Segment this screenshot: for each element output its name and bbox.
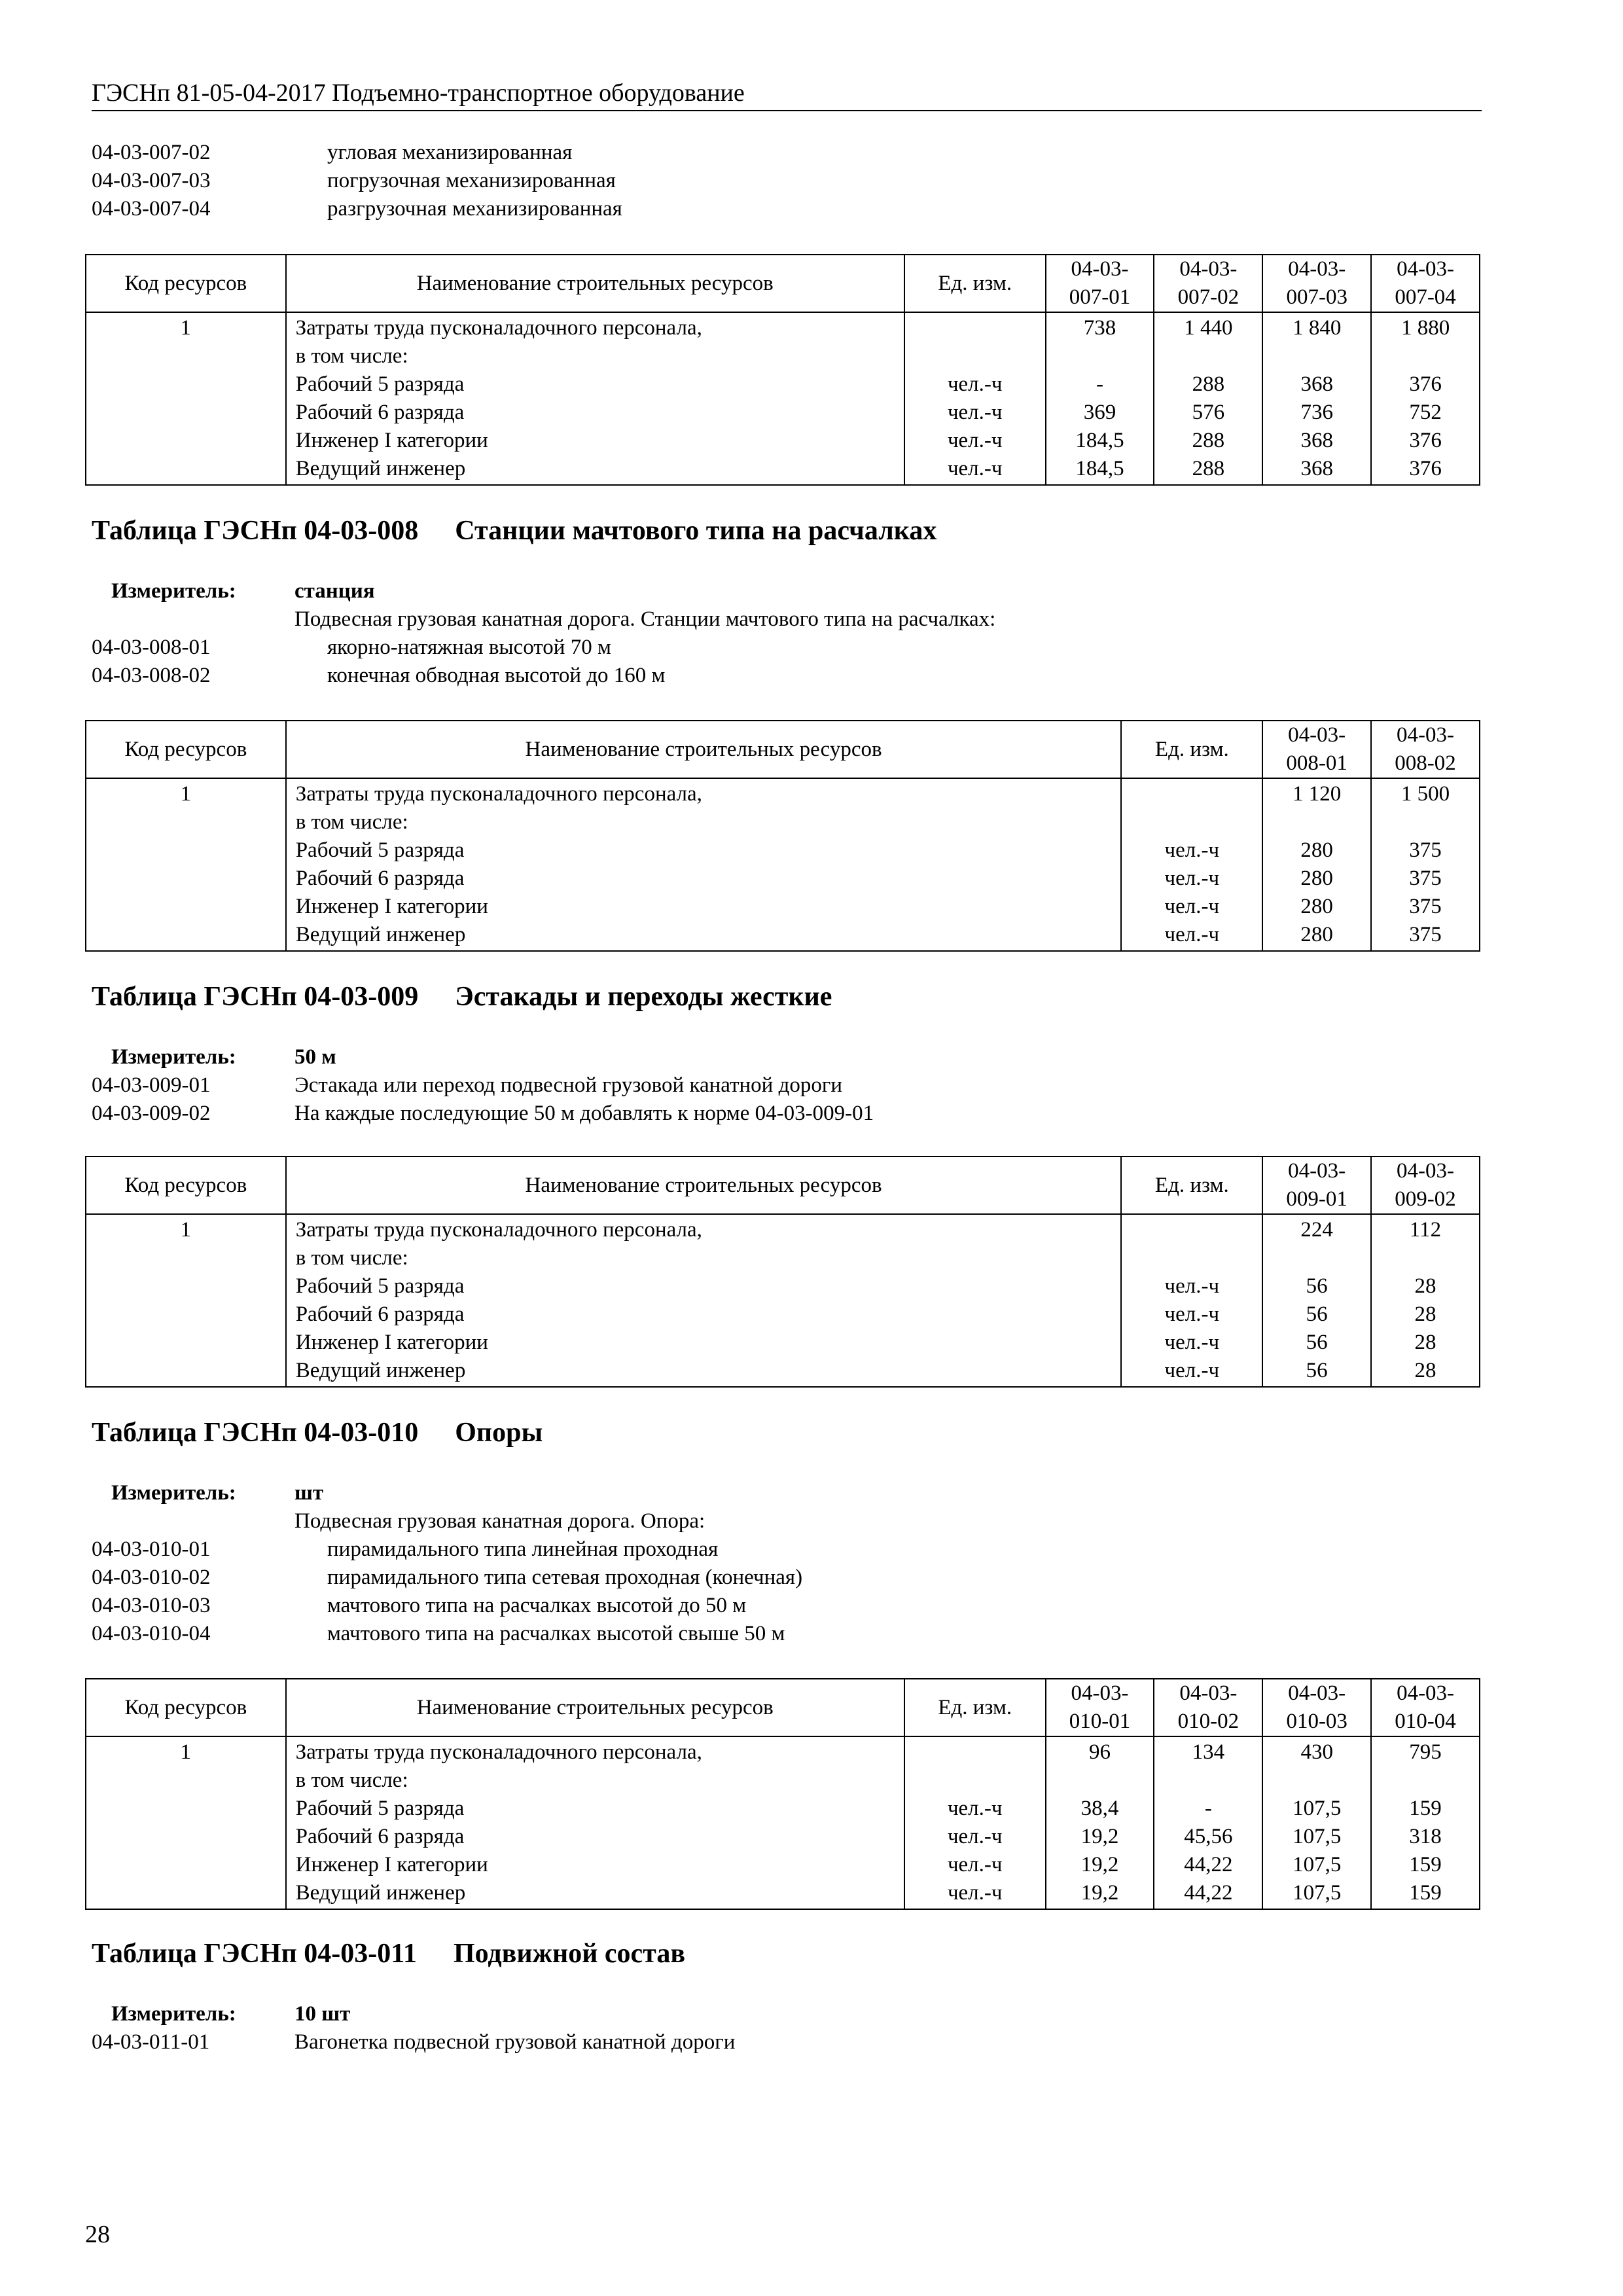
norm-value: 280 bbox=[1300, 923, 1333, 946]
table-header-row bbox=[86, 255, 1480, 312]
norm-value-cell bbox=[1154, 312, 1262, 485]
table-title-011 bbox=[92, 1936, 685, 1971]
table-name: Опоры bbox=[455, 1418, 543, 1448]
table-row bbox=[86, 778, 1480, 951]
code-row bbox=[92, 634, 995, 662]
norm-value: 184,5 bbox=[1075, 457, 1124, 480]
unit-empty bbox=[1131, 1244, 1253, 1272]
norm-value: 1 880 bbox=[1400, 316, 1450, 340]
norm-value: 28 bbox=[1414, 1331, 1436, 1354]
norm-code-part: 007-02 bbox=[1177, 285, 1240, 309]
unit-cell bbox=[904, 312, 1046, 485]
norm-value bbox=[1381, 342, 1470, 370]
col-header-code: Код ресурсов bbox=[86, 721, 286, 778]
norm-value: 56 bbox=[1306, 1359, 1328, 1382]
code: 04-03-010-04 bbox=[92, 1622, 211, 1645]
norm-value: 368 bbox=[1300, 457, 1333, 480]
norm-value-cell bbox=[1371, 1214, 1480, 1387]
norm-value bbox=[1164, 1767, 1253, 1795]
norm-code-part: 007-04 bbox=[1395, 285, 1456, 309]
unit: чел.-ч bbox=[947, 1881, 1003, 1905]
norm-code-part: 010-03 bbox=[1286, 1710, 1347, 1733]
norm-value: 107,5 bbox=[1293, 1797, 1342, 1820]
norm-code-part: 04-03- bbox=[1071, 257, 1129, 281]
code: 04-03-010-02 bbox=[92, 1566, 211, 1589]
norm-value: 368 bbox=[1300, 372, 1333, 396]
norm-value: 44,22 bbox=[1184, 1881, 1233, 1905]
code-list-011 bbox=[92, 2000, 735, 2056]
norm-value-cell bbox=[1262, 1214, 1371, 1387]
resource-name: Рабочий 6 разряда bbox=[295, 867, 465, 890]
norm-code-part: 04-03- bbox=[1288, 1681, 1346, 1705]
table-row bbox=[86, 1214, 1480, 1387]
resource-name-cell bbox=[286, 1736, 904, 1909]
norm-value: 369 bbox=[1083, 401, 1116, 424]
norm-value bbox=[1164, 342, 1253, 370]
norm-value: 280 bbox=[1300, 838, 1333, 862]
resource-code-cell bbox=[86, 312, 286, 485]
norm-value: 56 bbox=[1306, 1331, 1328, 1354]
code-row bbox=[92, 167, 622, 195]
col-header-norm bbox=[1262, 255, 1371, 312]
unit: чел.-ч bbox=[947, 372, 1003, 396]
norm-value: 56 bbox=[1306, 1274, 1328, 1298]
table-title-010 bbox=[92, 1415, 543, 1450]
code: 04-03-008-02 bbox=[92, 664, 211, 687]
norm-value: 159 bbox=[1409, 1853, 1442, 1876]
norm-value: 430 bbox=[1300, 1740, 1333, 1764]
unit: чел.-ч bbox=[947, 457, 1003, 480]
resource-code-cell bbox=[86, 1214, 286, 1387]
table-number: Таблица ГЭСНп 04-03-011 bbox=[92, 1939, 417, 1969]
col-header-unit: Ед. изм. bbox=[1121, 1157, 1262, 1214]
code-row bbox=[92, 195, 622, 223]
col-header-norm bbox=[1046, 1679, 1154, 1736]
norm-code-part: 04-03- bbox=[1288, 257, 1346, 281]
norm-value: 96 bbox=[1089, 1740, 1111, 1764]
norm-value bbox=[1272, 1767, 1361, 1795]
unit-cell bbox=[1121, 1214, 1262, 1387]
norm-value: 280 bbox=[1300, 867, 1333, 890]
norm-value bbox=[1056, 342, 1145, 370]
resource-name-cell bbox=[286, 312, 904, 485]
norm-value: 280 bbox=[1300, 895, 1333, 918]
table-number: Таблица ГЭСНп 04-03-009 bbox=[92, 982, 419, 1012]
code: 04-03-007-02 bbox=[92, 141, 211, 164]
code-desc: Эстакада или переход подвесной грузовой канатной дороги bbox=[294, 1073, 843, 1097]
resource-name: Ведущий инженер bbox=[295, 457, 466, 480]
norm-value: - bbox=[1096, 372, 1104, 396]
code-row bbox=[92, 139, 622, 167]
resource-name: Рабочий 6 разряда bbox=[295, 401, 465, 424]
resource-name: Рабочий 5 разряда bbox=[295, 1797, 465, 1820]
unit-empty bbox=[1131, 780, 1253, 808]
resource-name: в том числе: bbox=[295, 1246, 408, 1270]
norm-value: 576 bbox=[1192, 401, 1225, 424]
unit: чел.-ч bbox=[947, 1825, 1003, 1848]
norm-value: 795 bbox=[1409, 1740, 1442, 1764]
resource-name: в том числе: bbox=[295, 344, 408, 368]
norm-value: 1 120 bbox=[1293, 782, 1342, 806]
measure-label: Измеритель: bbox=[111, 2002, 236, 2026]
unit: чел.-ч bbox=[947, 1853, 1003, 1876]
col-header-code: Код ресурсов bbox=[86, 1679, 286, 1736]
norm-value: 375 bbox=[1409, 867, 1442, 890]
resource-name: Затраты труда пусконаладочного персонала, bbox=[295, 316, 702, 340]
col-header-norm bbox=[1154, 255, 1262, 312]
unit: чел.-ч bbox=[1164, 895, 1220, 918]
norm-code-part: 04-03- bbox=[1397, 723, 1455, 747]
norm-code-part: 008-02 bbox=[1395, 751, 1456, 775]
resource-code: 1 bbox=[180, 316, 192, 340]
norm-value: - bbox=[1204, 1797, 1212, 1820]
code-row bbox=[92, 1620, 802, 1648]
resource-code: 1 bbox=[180, 1218, 192, 1242]
unit-empty bbox=[1131, 808, 1253, 836]
norm-value: 56 bbox=[1306, 1302, 1328, 1326]
resource-name: Рабочий 5 разряда bbox=[295, 372, 465, 396]
resource-name: Затраты труда пусконаладочного персонала, bbox=[295, 782, 702, 806]
unit: чел.-ч bbox=[1164, 1274, 1220, 1298]
measure-value: 10 шт bbox=[294, 2002, 351, 2026]
unit-empty bbox=[1131, 1216, 1253, 1244]
table-row bbox=[86, 1736, 1480, 1909]
code-desc: угловая механизированная bbox=[327, 141, 573, 164]
norm-code-part: 04-03- bbox=[1179, 257, 1238, 281]
norm-value: 375 bbox=[1409, 895, 1442, 918]
intro-text: Подвесная грузовая канатная дорога. Опора: bbox=[294, 1509, 705, 1533]
col-header-unit: Ед. изм. bbox=[1121, 721, 1262, 778]
norm-value: 376 bbox=[1409, 457, 1442, 480]
norm-value: 1 440 bbox=[1184, 316, 1233, 340]
col-header-name: Наименование строительных ресурсов bbox=[286, 255, 904, 312]
measure-label: Измеритель: bbox=[111, 579, 236, 603]
norm-value bbox=[1272, 808, 1361, 836]
unit-cell bbox=[904, 1736, 1046, 1909]
resource-table-010 bbox=[85, 1678, 1480, 1910]
norm-value: 28 bbox=[1414, 1274, 1436, 1298]
code-list-009 bbox=[92, 1043, 874, 1128]
measure-label: Измеритель: bbox=[111, 1045, 236, 1069]
norm-value: 1 840 bbox=[1293, 316, 1342, 340]
norm-value: 28 bbox=[1414, 1359, 1436, 1382]
norm-value: 159 bbox=[1409, 1797, 1442, 1820]
measure-value: 50 м bbox=[294, 1045, 336, 1069]
resource-name: Инженер I категории bbox=[295, 1331, 488, 1354]
norm-code-part: 009-01 bbox=[1286, 1187, 1347, 1211]
intro-text: Подвесная грузовая канатная дорога. Станции мачтового типа на расчалках: bbox=[294, 607, 996, 631]
table-header-row bbox=[86, 721, 1480, 778]
unit-empty bbox=[914, 1767, 1036, 1795]
code-row bbox=[92, 1071, 874, 1100]
norm-value: 159 bbox=[1409, 1881, 1442, 1905]
resource-name: Рабочий 5 разряда bbox=[295, 1274, 465, 1298]
col-header-name: Наименование строительных ресурсов bbox=[286, 1679, 904, 1736]
measure-row bbox=[92, 577, 995, 605]
norm-value-cell bbox=[1262, 778, 1371, 951]
norm-code-part: 04-03- bbox=[1397, 1159, 1455, 1183]
resource-table-008 bbox=[85, 720, 1480, 952]
code-list-007 bbox=[92, 139, 622, 223]
code-desc: разгрузочная механизированная bbox=[327, 197, 622, 221]
table-row bbox=[86, 312, 1480, 485]
code: 04-03-009-01 bbox=[92, 1073, 211, 1097]
unit: чел.-ч bbox=[1164, 838, 1220, 862]
norm-value-cell bbox=[1371, 312, 1480, 485]
code-row bbox=[92, 1592, 802, 1620]
norm-value-cell bbox=[1154, 1736, 1262, 1909]
norm-value-cell bbox=[1046, 1736, 1154, 1909]
measure-value: станция bbox=[294, 579, 375, 603]
col-header-unit: Ед. изм. bbox=[904, 255, 1046, 312]
norm-value: 318 bbox=[1409, 1825, 1442, 1848]
code: 04-03-010-01 bbox=[92, 1537, 211, 1561]
resource-name-cell bbox=[286, 778, 1122, 951]
code-list-008 bbox=[92, 577, 995, 690]
table-number: Таблица ГЭСНп 04-03-008 bbox=[92, 516, 419, 546]
norm-code-part: 010-01 bbox=[1069, 1710, 1131, 1733]
col-header-name: Наименование строительных ресурсов bbox=[286, 721, 1122, 778]
resource-name: Затраты труда пусконаладочного персонала, bbox=[295, 1218, 702, 1242]
table-header-row bbox=[86, 1157, 1480, 1214]
table-header-row bbox=[86, 1679, 1480, 1736]
norm-value: 288 bbox=[1192, 457, 1225, 480]
unit-cell bbox=[1121, 778, 1262, 951]
resource-code-cell bbox=[86, 1736, 286, 1909]
norm-code-part: 010-02 bbox=[1177, 1710, 1240, 1733]
code: 04-03-011-01 bbox=[92, 2030, 210, 2054]
col-header-norm bbox=[1371, 1679, 1480, 1736]
resource-code: 1 bbox=[180, 1740, 192, 1764]
resource-name: Инженер I категории bbox=[295, 429, 488, 452]
norm-value: 45,56 bbox=[1184, 1825, 1233, 1848]
norm-value bbox=[1272, 342, 1361, 370]
col-header-unit: Ед. изм. bbox=[904, 1679, 1046, 1736]
table-title-008 bbox=[92, 513, 936, 548]
norm-value-cell bbox=[1371, 1736, 1480, 1909]
norm-code-part: 007-01 bbox=[1069, 285, 1131, 309]
resource-name: Инженер I категории bbox=[295, 895, 488, 918]
unit: чел.-ч bbox=[947, 401, 1003, 424]
table-name: Станции мачтового типа на расчалках bbox=[455, 516, 937, 546]
resource-name: Рабочий 6 разряда bbox=[295, 1825, 465, 1848]
unit: чел.-ч bbox=[1164, 1331, 1220, 1354]
col-header-norm bbox=[1371, 721, 1480, 778]
norm-value bbox=[1272, 1244, 1361, 1272]
table-name: Подвижной состав bbox=[453, 1939, 685, 1969]
code-desc: На каждые последующие 50 м добавлять к норме 04-03-009-01 bbox=[294, 1102, 874, 1125]
norm-value bbox=[1056, 1767, 1145, 1795]
unit: чел.-ч bbox=[947, 1797, 1003, 1820]
norm-value: 28 bbox=[1414, 1302, 1436, 1326]
code-desc: пирамидального типа сетевая проходная (конечная) bbox=[327, 1566, 803, 1589]
norm-value: 19,2 bbox=[1080, 1881, 1119, 1905]
resource-name: Инженер I категории bbox=[295, 1853, 488, 1876]
norm-code-part: 010-04 bbox=[1395, 1710, 1456, 1733]
norm-value-cell bbox=[1262, 1736, 1371, 1909]
measure-row bbox=[92, 2000, 735, 2028]
resource-code: 1 bbox=[180, 782, 192, 806]
norm-value: 375 bbox=[1409, 838, 1442, 862]
norm-code-part: 04-03- bbox=[1288, 723, 1346, 747]
resource-name: Ведущий инженер bbox=[295, 1881, 466, 1905]
code-row bbox=[92, 662, 995, 690]
table-number: Таблица ГЭСНп 04-03-010 bbox=[92, 1418, 419, 1448]
running-header: ГЭСНп 81-05-04-2017 Подъемно-транспортное оборудование bbox=[92, 77, 1482, 111]
resource-name: Рабочий 6 разряда bbox=[295, 1302, 465, 1326]
col-header-norm bbox=[1371, 255, 1480, 312]
norm-value: 38,4 bbox=[1080, 1797, 1119, 1820]
unit: чел.-ч bbox=[947, 429, 1003, 452]
unit-empty bbox=[914, 314, 1036, 342]
unit: чел.-ч bbox=[1164, 1359, 1220, 1382]
code: 04-03-007-03 bbox=[92, 169, 211, 192]
intro-row bbox=[92, 605, 995, 634]
unit-empty bbox=[914, 1738, 1036, 1767]
norm-value: 375 bbox=[1409, 923, 1442, 946]
norm-code-part: 04-03- bbox=[1071, 1681, 1129, 1705]
code: 04-03-010-03 bbox=[92, 1594, 211, 1617]
unit: чел.-ч bbox=[1164, 923, 1220, 946]
code-list-010 bbox=[92, 1479, 802, 1648]
norm-value: 1 500 bbox=[1400, 782, 1450, 806]
col-header-norm bbox=[1046, 255, 1154, 312]
measure-row bbox=[92, 1043, 874, 1071]
resource-table-007 bbox=[85, 254, 1480, 486]
norm-code-part: 04-03- bbox=[1288, 1159, 1346, 1183]
measure-label: Измеритель: bbox=[111, 1481, 236, 1505]
resource-name: Ведущий инженер bbox=[295, 923, 466, 946]
table-name: Эстакады и переходы жесткие bbox=[455, 982, 832, 1012]
unit: чел.-ч bbox=[1164, 867, 1220, 890]
col-header-code: Код ресурсов bbox=[86, 1157, 286, 1214]
resource-code-cell bbox=[86, 778, 286, 951]
code-desc: Вагонетка подвесной грузовой канатной дороги bbox=[294, 2030, 736, 2054]
norm-value: 752 bbox=[1409, 401, 1442, 424]
code: 04-03-008-01 bbox=[92, 636, 211, 659]
norm-value: 107,5 bbox=[1293, 1881, 1342, 1905]
norm-value bbox=[1381, 808, 1470, 836]
norm-value: 368 bbox=[1300, 429, 1333, 452]
measure-row bbox=[92, 1479, 802, 1507]
page-number: 28 bbox=[85, 2221, 110, 2248]
col-header-norm bbox=[1262, 1157, 1371, 1214]
resource-name: в том числе: bbox=[295, 810, 408, 834]
intro-row bbox=[92, 1507, 802, 1535]
norm-value: 19,2 bbox=[1080, 1825, 1119, 1848]
resource-name: в том числе: bbox=[295, 1768, 408, 1792]
norm-code-part: 008-01 bbox=[1286, 751, 1347, 775]
resource-name: Ведущий инженер bbox=[295, 1359, 466, 1382]
norm-value-cell bbox=[1371, 778, 1480, 951]
code-desc: погрузочная механизированная bbox=[327, 169, 616, 192]
norm-value: 184,5 bbox=[1075, 429, 1124, 452]
norm-value: 736 bbox=[1300, 401, 1333, 424]
norm-value-cell bbox=[1046, 312, 1154, 485]
norm-value: 107,5 bbox=[1293, 1853, 1342, 1876]
norm-code-part: 04-03- bbox=[1179, 1681, 1238, 1705]
col-header-name: Наименование строительных ресурсов bbox=[286, 1157, 1122, 1214]
norm-code-part: 04-03- bbox=[1397, 1681, 1455, 1705]
code-desc: конечная обводная высотой до 160 м bbox=[327, 664, 666, 687]
norm-value: 107,5 bbox=[1293, 1825, 1342, 1848]
norm-code-part: 009-02 bbox=[1395, 1187, 1456, 1211]
code-row bbox=[92, 1564, 802, 1592]
norm-value bbox=[1381, 1767, 1470, 1795]
resource-name: Рабочий 5 разряда bbox=[295, 838, 465, 862]
code-desc: пирамидального типа линейная проходная bbox=[327, 1537, 719, 1561]
code: 04-03-007-04 bbox=[92, 197, 211, 221]
norm-value: 19,2 bbox=[1080, 1853, 1119, 1876]
code-desc: мачтового типа на расчалках высотой свыше 50 м bbox=[327, 1622, 785, 1645]
resource-table-009 bbox=[85, 1156, 1480, 1388]
norm-value bbox=[1381, 1244, 1470, 1272]
norm-value: 376 bbox=[1409, 429, 1442, 452]
norm-value: 112 bbox=[1409, 1218, 1442, 1242]
col-header-norm bbox=[1262, 1679, 1371, 1736]
norm-value: 44,22 bbox=[1184, 1853, 1233, 1876]
norm-value: 134 bbox=[1192, 1740, 1225, 1764]
norm-value-cell bbox=[1262, 312, 1371, 485]
resource-name: Затраты труда пусконаладочного персонала, bbox=[295, 1740, 702, 1764]
code-desc: якорно-натяжная высотой 70 м bbox=[327, 636, 611, 659]
code: 04-03-009-02 bbox=[92, 1102, 211, 1125]
unit: чел.-ч bbox=[1164, 1302, 1220, 1326]
measure-value: шт bbox=[294, 1481, 324, 1505]
code-row bbox=[92, 2028, 735, 2056]
col-header-norm bbox=[1154, 1679, 1262, 1736]
code-desc: мачтового типа на расчалках высотой до 50 м bbox=[327, 1594, 747, 1617]
norm-value: 376 bbox=[1409, 372, 1442, 396]
code-row bbox=[92, 1100, 874, 1128]
resource-name-cell bbox=[286, 1214, 1122, 1387]
norm-code-part: 007-03 bbox=[1286, 285, 1347, 309]
table-title-009 bbox=[92, 979, 832, 1014]
col-header-code: Код ресурсов bbox=[86, 255, 286, 312]
norm-value: 224 bbox=[1300, 1218, 1333, 1242]
norm-value: 288 bbox=[1192, 429, 1225, 452]
norm-value: 738 bbox=[1083, 316, 1116, 340]
unit-empty bbox=[914, 342, 1036, 370]
code-row bbox=[92, 1535, 802, 1564]
col-header-norm bbox=[1262, 721, 1371, 778]
norm-value: 288 bbox=[1192, 372, 1225, 396]
col-header-norm bbox=[1371, 1157, 1480, 1214]
norm-code-part: 04-03- bbox=[1397, 257, 1455, 281]
